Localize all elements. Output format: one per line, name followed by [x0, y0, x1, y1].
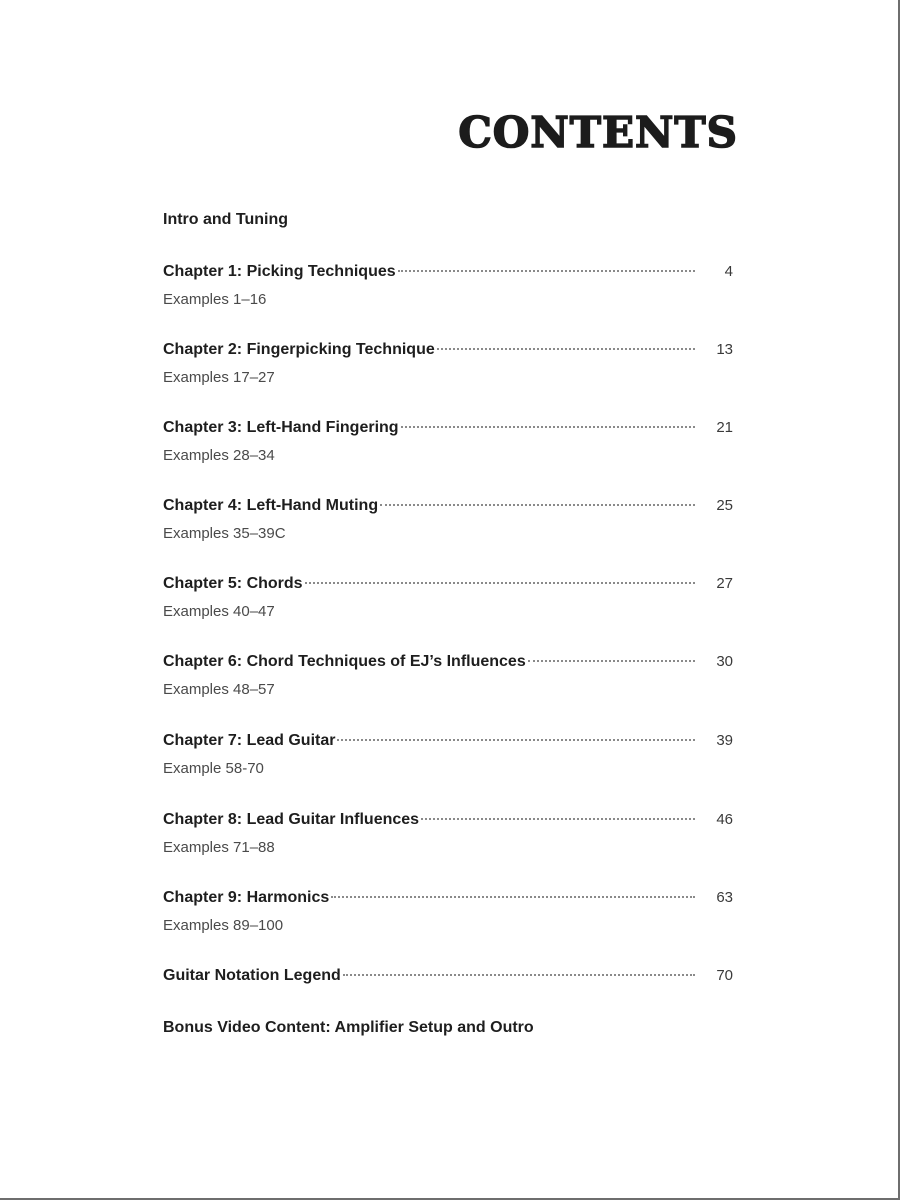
toc-entry-chapter-7[interactable]: [163, 732, 733, 778]
dot-leader: [343, 974, 695, 976]
dot-leader: [528, 660, 695, 662]
toc-bonus-label: Bonus Video Content: Amplifier Setup and Outro: [163, 1019, 534, 1036]
dot-leader: [337, 739, 695, 741]
dot-leader: [331, 896, 695, 898]
toc-entry-chapter-8[interactable]: [163, 811, 733, 857]
toc-entry-chapter-1[interactable]: [163, 263, 733, 309]
chapter-heading: Chapter 9: Harmonics: [163, 889, 330, 906]
examples-range: Example 58-70: [163, 760, 264, 777]
dot-leader: [437, 348, 695, 350]
toc-intro[interactable]: [163, 211, 733, 233]
toc-entry-chapter-3[interactable]: [163, 419, 733, 465]
page-number: 4: [724, 263, 733, 280]
dot-leader: [380, 504, 695, 506]
chapter-heading: Chapter 8: Lead Guitar Influences: [163, 811, 420, 828]
examples-range: Examples 17–27: [163, 369, 275, 386]
toc-entry-notation-legend[interactable]: [163, 967, 733, 989]
toc-entry-chapter-9[interactable]: [163, 889, 733, 935]
examples-range: Examples 89–100: [163, 917, 284, 934]
page-number: 27: [716, 575, 733, 592]
dot-leader: [305, 582, 695, 584]
dot-leader: [398, 270, 695, 272]
toc-entry-chapter-2[interactable]: [163, 341, 733, 387]
page-number: 30: [716, 653, 733, 670]
toc-entry-chapter-4[interactable]: [163, 497, 733, 543]
chapter-heading: Chapter 6: Chord Techniques of EJ’s Influences: [163, 653, 526, 670]
toc-bonus[interactable]: [163, 1019, 733, 1041]
toc-entry-chapter-6[interactable]: [163, 653, 733, 699]
dot-leader: [401, 426, 695, 428]
chapter-heading: Chapter 7: Lead Guitar: [163, 732, 336, 749]
examples-range: Examples 1–16: [163, 291, 267, 308]
examples-range: Examples 35–39C: [163, 525, 286, 542]
chapter-heading: Chapter 5: Chords: [163, 575, 303, 592]
examples-range: Examples 71–88: [163, 839, 275, 856]
page-number: 70: [716, 967, 733, 984]
chapter-heading: Chapter 3: Left-Hand Fingering: [163, 419, 399, 436]
page-number: 39: [716, 732, 733, 749]
page-title: CONTENTS: [458, 108, 738, 157]
page-number: 63: [716, 889, 733, 906]
toc-entry-chapter-5[interactable]: [163, 575, 733, 621]
page-number: 46: [716, 811, 733, 828]
legend-heading: Guitar Notation Legend: [163, 967, 341, 984]
chapter-heading: Chapter 2: Fingerpicking Technique: [163, 341, 435, 358]
page-number: 13: [716, 341, 733, 358]
page-number: 25: [716, 497, 733, 514]
toc-intro-label: Intro and Tuning: [163, 211, 289, 228]
page-number: 21: [716, 419, 733, 436]
examples-range: Examples 40–47: [163, 603, 275, 620]
dot-leader: [421, 818, 695, 820]
examples-range: Examples 48–57: [163, 681, 275, 698]
chapter-heading: Chapter 4: Left-Hand Muting: [163, 497, 379, 514]
chapter-heading: Chapter 1: Picking Techniques: [163, 263, 396, 280]
examples-range: Examples 28–34: [163, 447, 275, 464]
